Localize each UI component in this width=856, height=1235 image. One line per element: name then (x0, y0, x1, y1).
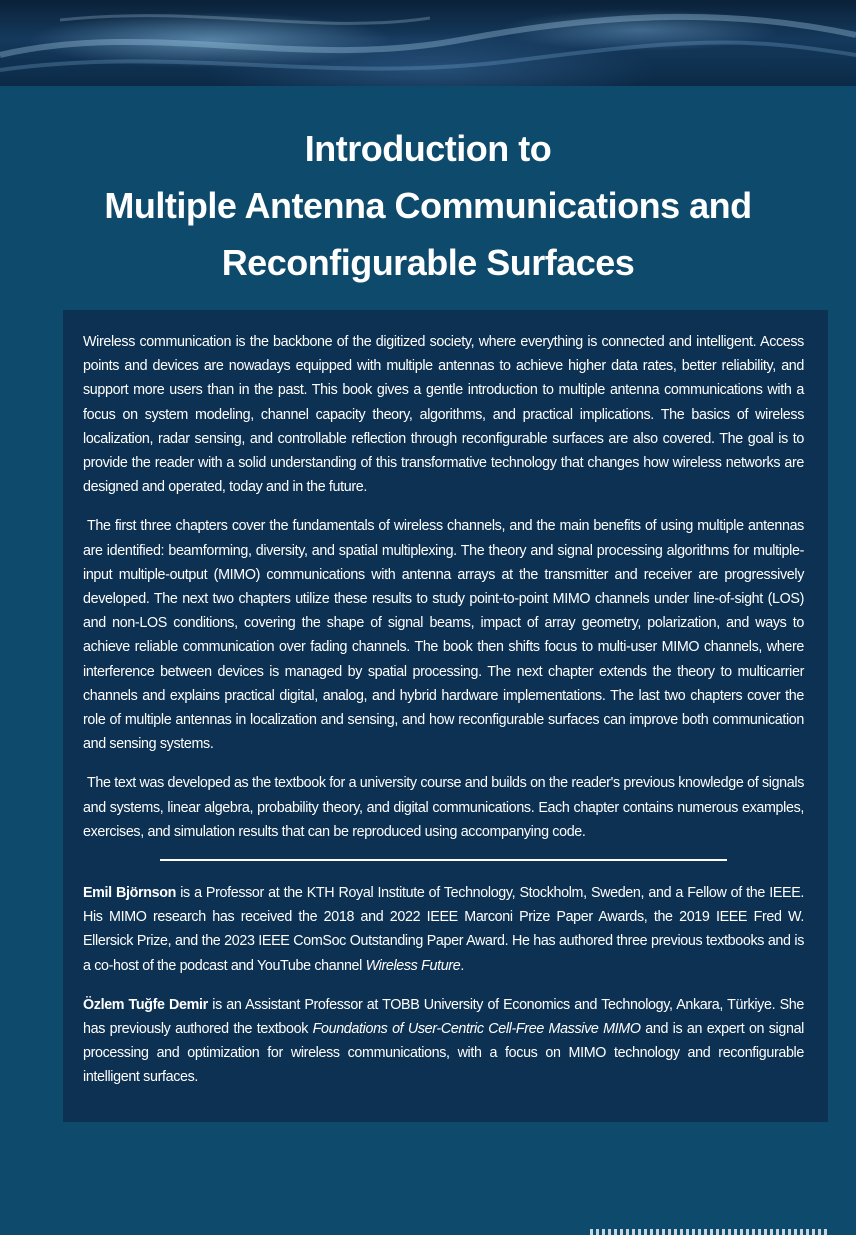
header-image-band (0, 0, 856, 86)
description-paragraph-2: The first three chapters cover the fundamentals of wireless channels, and the main benefits of using multiple antennas are identified: beamforming, diversity, and spatial multiplexing. The theory and signal processing algorithms for multiple-input multiple-output (MIMO) communications with antenna arrays at the transmitter and receiver are progressively developed. The next two chapters utilize these results to study point-to-point MIMO channels under line-of-sight (LOS) and non-LOS conditions, covering the shape of signal beams, impact of array geometry, polarization, and ways to achieve reliable communication over fading channels. The book then shifts focus to multi-user MIMO channels, where interference between devices is managed by spatial processing. The next chapter extends the theory to multicarrier channels and explains practical digital, analog, and hybrid hardware implementations. The last two chapters cover the role of multiple antennas in localization and sensing, and how reconfigurable surfaces can improve both communication and sensing systems. (83, 518, 804, 753)
barcode-edge (590, 1229, 830, 1235)
description-paragraph-1: Wireless communication is the backbone of the digitized society, where everything is connected and intelligent. Access points and devices are nowadays equipped with multiple antennas to achieve higher data rates, better reliability, and support more users than in the past. This book gives a gentle introduction to multiple antenna communications with a focus on system modeling, channel capacity theory, algorithms, and practical implications. The basics of wireless localization, radar sensing, and controllable reflection through reconfigurable surfaces are also covered. The goal is to provide the reader with a solid understanding of this transformative technology that changes how wireless networks are designed and operated, today and in the future. (83, 334, 804, 496)
title-line-3: Reconfigurable Surfaces (221, 242, 635, 283)
title-line-2: Multiple Antenna Communications and (104, 185, 752, 226)
book-title (0, 120, 856, 291)
section-divider (160, 859, 727, 861)
author-bio-bjornson-text: is a Professor at the KTH Royal Institute of Technology, Stockholm, Sweden, and a Fellow of the IEEE. His MIMO research has received the 2018 and 2022 IEEE Marconi Prize Paper Awards, the 2019 IEEE Fred W. Ellersick Prize, and the 2023 IEEE ComSoc Outstanding Paper Award. He has authored three previous textbooks and is a co-host of the podcast and YouTube channel (83, 885, 805, 974)
title-line-1: Introduction to (304, 128, 552, 169)
description-paragraph-3: The text was developed as the textbook for a university course and builds on the reader's previous knowledge of signals and systems, linear algebra, probability theory, and digital communications. Each chapter contains numerous examples, exercises, and simulation results that can be reproduced using accompanying code. (83, 775, 804, 840)
author-bio-demir-text: is an Assistant Professor at TOBB University of Economics and Technology, Ankara, Türkiye. She has previously authored the textbook (83, 996, 804, 1038)
podcast-title: Wireless Future (365, 957, 461, 974)
author-bio-demir (83, 993, 804, 1090)
previous-book-title: Foundations of User-Centric Cell-Free Massive MIMO (312, 1021, 641, 1038)
description-panel (63, 310, 828, 1122)
author-name-demir: Özlem Tuğfe Demir (83, 996, 208, 1013)
abstract-wave-graphic (0, 0, 856, 86)
author-bio-bjornson-end: . (460, 957, 464, 974)
author-bio-demir-end: and is an expert on signal processing and optimization for wireless communications, with a focus on MIMO technology and reconfigurable intelligent surfaces. (83, 1021, 805, 1086)
author-name-bjornson: Emil Björnson (83, 885, 176, 902)
author-bio-bjornson (83, 881, 804, 978)
